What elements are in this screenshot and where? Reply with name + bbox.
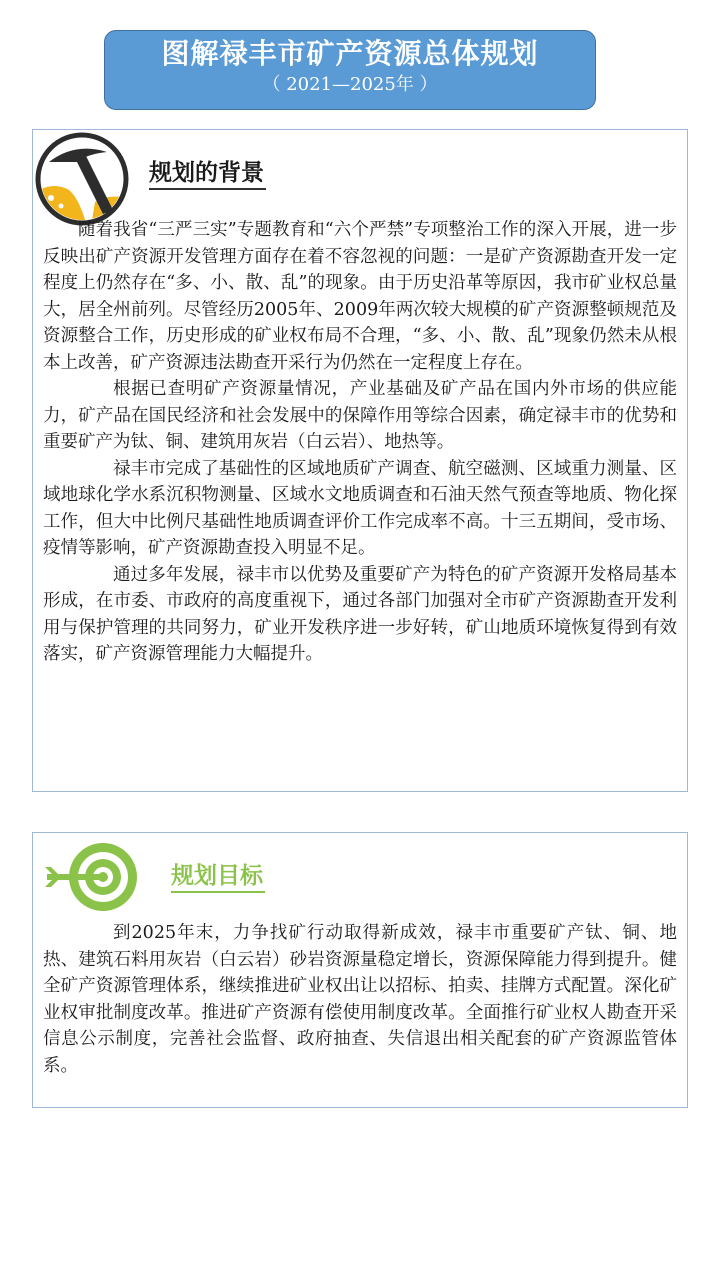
goal-text <box>43 920 677 1079</box>
background-section-header <box>33 130 687 220</box>
target-arrow-icon <box>41 837 141 921</box>
pickaxe-icon <box>35 132 129 226</box>
page-title: 图解禄丰市矿产资源总体规划 <box>161 37 539 70</box>
goal-section <box>32 832 688 1108</box>
background-text <box>43 217 677 668</box>
background-paragraph: 随着我省“三严三实”专题教育和“六个严禁”专项整治工作的深入开展，进一步反映出矿产资源开发管理方面存在着不容忽视的问题：一是矿产资源勘查开发一定程度上仍然存在“多、小、散、乱”的现象。由于历史沿革等原因，我市矿业权总量大，居全州前列。尽管经历2005年、2009年两次较大规模的矿产资源整顿规范及资源整合工作，历史形成的矿业权布局不合理，“多、小、散、乱”现象仍然未从根本上改善，矿产资源违法勘查开采行为仍然在一定程度上存在。 <box>43 220 677 373</box>
background-paragraph: 根据已查明矿产资源量情况，产业基础及矿产品在国内外市场的供应能力，矿产品在国民经济和社会发展中的保障作用等综合因素，确定禄丰市的优势和重要矿产为钛、铜、建筑用灰岩（白云岩）、地热等。 <box>43 379 677 452</box>
background-section <box>32 129 688 792</box>
background-section-title: 规划的背景 <box>149 158 266 190</box>
title-banner <box>104 30 596 110</box>
goal-section-title: 规划目标 <box>171 861 265 893</box>
goal-paragraph: 到2025年末，力争找矿行动取得新成效，禄丰市重要矿产钛、铜、地热、建筑石料用灰岩（白云岩）砂岩资源量稳定增长，资源保障能力得到提升。健全矿产资源管理体系，继续推进矿业权出让以招标、拍卖、挂牌方式配置。深化矿业权审批制度改革。推进矿产资源有偿使用制度改革。全面推行矿业权人勘查开采信息公示制度，完善社会监督、政府抽查、失信退出相关配套的矿产资源监管体系。 <box>43 923 677 1076</box>
background-paragraph: 禄丰市完成了基础性的区域地质矿产调查、航空磁测、区域重力测量、区域地球化学水系沉积物测量、区域水文地质调查和石油天然气预查等地质、物化探工作，但大中比例尺基础性地质调查评价工作完成率不高。十三五期间，受市场、疫情等影响，矿产资源勘查投入明显不足。 <box>43 458 677 558</box>
background-paragraph: 通过多年发展，禄丰市以优势及重要矿产为特色的矿产资源开发格局基本形成，在市委、市政府的高度重视下，通过各部门加强对全市矿产资源勘查开发利用与保护管理的共同努力，矿业开发秩序进一步好转，矿山地质环境恢复得到有效落实，矿产资源管理能力大幅提升。 <box>43 564 677 664</box>
goal-section-header <box>33 833 687 923</box>
page-subtitle: （ 2021—2025年 ） <box>262 74 438 95</box>
